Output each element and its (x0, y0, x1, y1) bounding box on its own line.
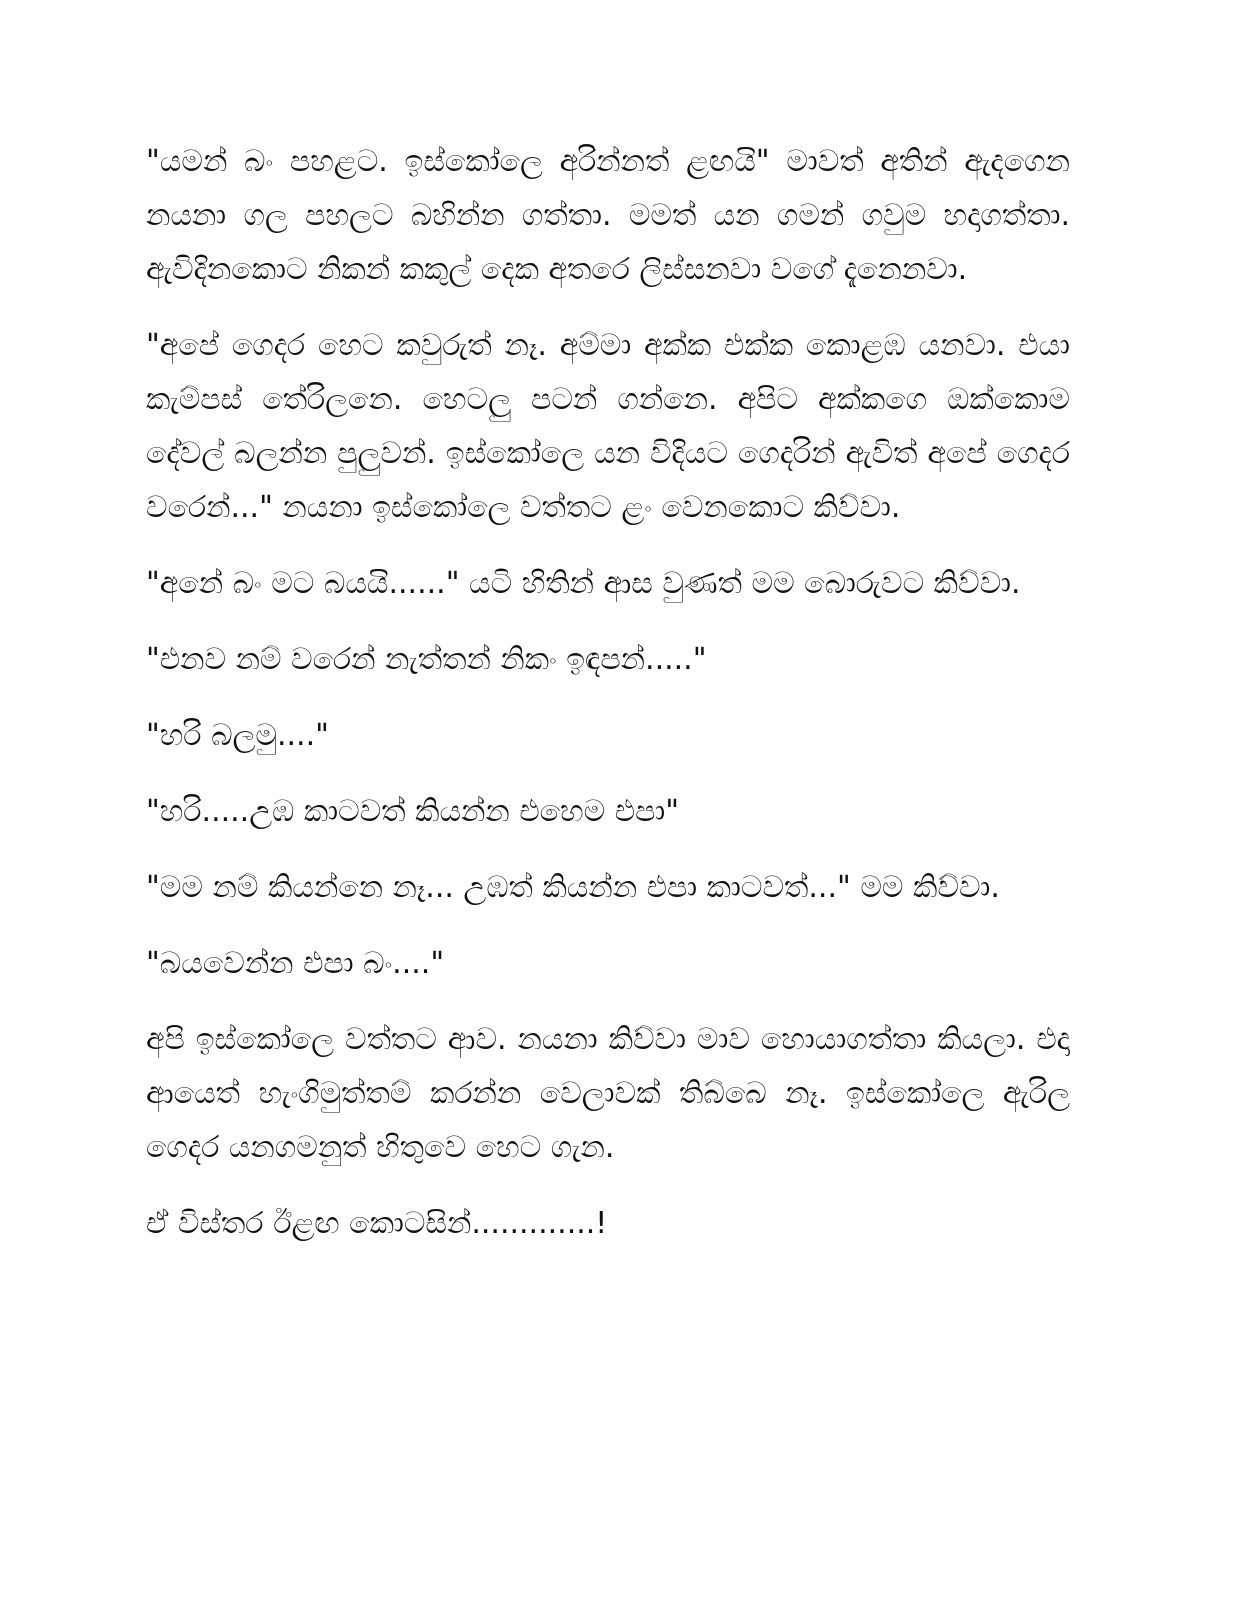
paragraph: "අපේ ගෙදර හෙට කවුරුත් නෑ. අම්මා අක්ක එක්ක කොළඹ යනවා. එයා කැම්පස් තේරිලනෙ. හෙටලු පටන් ගන්නෙ. අපිට අක්කගෙ ඔක්කොම දේවල් බලන්න පුලුවන්. ඉස්කෝලෙ යන විදියට ගෙදරින් ඇවිත් අපේ ගෙදර වරෙන්..." නයනා ඉස්කෝලෙ වත්තට ළං වෙනකොට කිව්වා. (146, 328, 1070, 525)
story-text (146, 135, 1070, 1273)
paragraph: "අනේ බං මට බයයි......" යටි හිතින් ආස වුණත් මම බොරුවට කිව්වා. (146, 566, 1021, 601)
paragraph: "බයවෙන්න එපා බං...." (146, 946, 445, 981)
paragraph: ඒ විස්තර ඊළඟ කොටසින්.............! (146, 1206, 608, 1241)
paragraph: "මම නම් කියන්නෙ නෑ... උඹත් කියන්න එපා කාටවත්..." මම කිව්වා. (146, 870, 1000, 905)
paragraph: "යමන් බං පහළට. ඉස්කෝලෙ අරින්නත් ළඟයි" මාවත් අතින් ඇදගෙන නයනා ගල පහලට බහින්න ගත්තා. මමත් යන ගමන් ගවුම හදාගත්තා. ඇවිදිනකොට නිකන් කකුල් දෙක අතරෙ ලිස්සනවා වගේ දැනෙනවා. (146, 144, 1070, 287)
paragraph: "හරි බලමු...." (146, 718, 329, 753)
paragraph: "එනව නම් වරෙන් නැත්තන් නිකං ඉඳපන්....." (146, 642, 707, 677)
paragraph: අපි ඉස්කෝලෙ වත්තට ආව. නයනා කිව්වා මාව හොයාගත්තා කියලා. එදා ආයෙත් හැංගිමුත්තම් කරන්න වෙලාවක් තිබ්බෙ නෑ. ඉස්කෝලෙ ඇරිල ගෙදර යනගමනුත් හිතුවෙ හෙට ගැන. (146, 1022, 1070, 1165)
paragraph: "හරි.....උඹ කාටවත් කියන්න එහෙම එපා" (146, 794, 680, 829)
